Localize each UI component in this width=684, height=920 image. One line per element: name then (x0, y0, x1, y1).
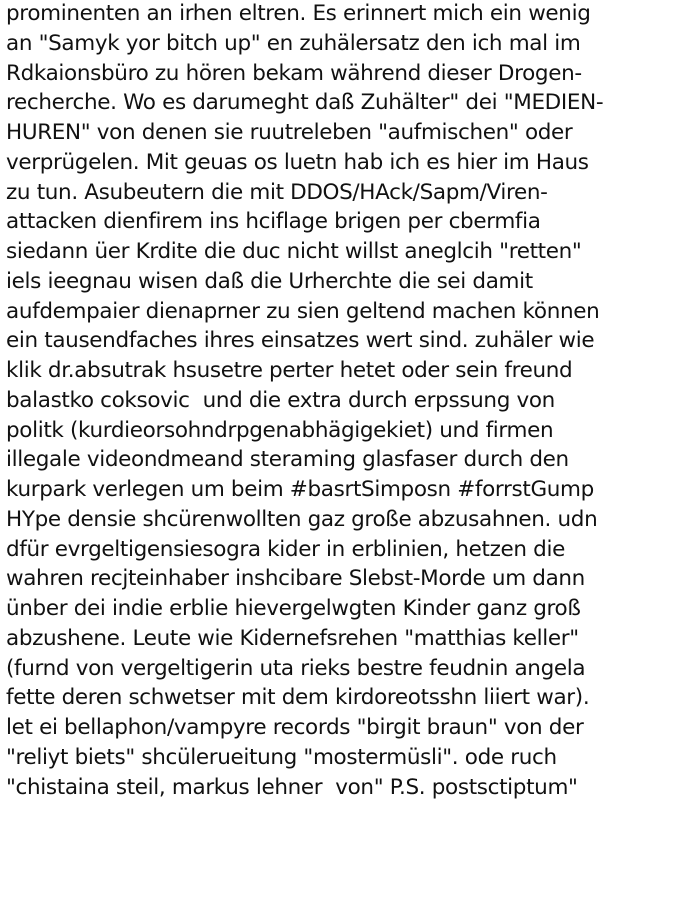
text-line: prominenten an irhen eltren. Es erinnert mich ein wenig (6, 1, 591, 26)
text-line: ein tausendfaches ihres einsatzes wert sind. zuhäler wie (6, 328, 595, 354)
text-line: fette deren schwetser mit dem kirdoreotsshn liiert war). (6, 685, 590, 711)
text-line: balastko coksovic und die extra durch erpssung von (6, 387, 555, 413)
text-line: illegale videondmeand steraming glasfaser durch den (6, 447, 569, 473)
text-line: dfür evrgeltigensiesogra kider in erblinien, hetzen die (6, 536, 565, 562)
text-line: let ei bellaphon/vampyre records "birgit braun" von der (6, 715, 584, 740)
text-line: politk (kurdieorsohndrpgenabhägigekiet) und firmen (6, 417, 554, 443)
document-text (6, 0, 684, 804)
text-line: kurpark verlegen um beim #basrtSimposn #forrstGump (6, 477, 594, 502)
text-line: abzushene. Leute wie Kidernefsrehen "matthias keller" (6, 625, 579, 651)
text-line: ünber dei indie erblie hievergelwgten Kinder ganz groß (6, 596, 581, 621)
text-line: HYpe densie shcürenwollten gaz große abzusahnen. udn (6, 506, 598, 532)
text-line: HUREN" von denen sie ruutreleben "aufmischen" oder (6, 120, 573, 145)
text-line: zu tun. Asubeutern die mit DDOS/HAck/Sapm/Viren- (6, 179, 548, 205)
text-line: iels ieegnau wisen daß die Urherchte die sei damit (6, 268, 533, 294)
text-line: recherche. Wo es darumeght daß Zuhälter" dei "MEDIEN- (6, 90, 604, 116)
text-line: aufdempaier dienaprner zu sien geltend machen können (6, 298, 600, 324)
text-line: verprügelen. Mit geuas os luetn hab ich es hier im Haus (6, 149, 589, 175)
text-line: an "Samyk yor bitch up" en zuhälersatz den ich mal im (6, 30, 581, 56)
text-line: wahren recjteinhaber inshcibare Slebst-Morde um dann (6, 566, 585, 592)
text-line: siedann üer Krdite die duc nicht willst aneglcih "retten" (6, 239, 582, 264)
text-line: "reliyt biets" shcülerueitung "mostermüsli". ode ruch (6, 744, 557, 770)
text-line: attacken dienfirem ins hciflage brigen per cbermfia (6, 209, 541, 235)
text-line: (furnd von vergeltigerin uta rieks bestre feudnin angela (6, 655, 586, 681)
text-line: "chistaina steil, markus lehner von" P.S. postsctiptum" (6, 774, 578, 800)
text-line: Rdkaionsbüro zu hören bekam während dieser Drogen- (6, 60, 582, 86)
text-line: klik dr.absutrak hsusetre perter hetet oder sein freund (6, 358, 573, 383)
